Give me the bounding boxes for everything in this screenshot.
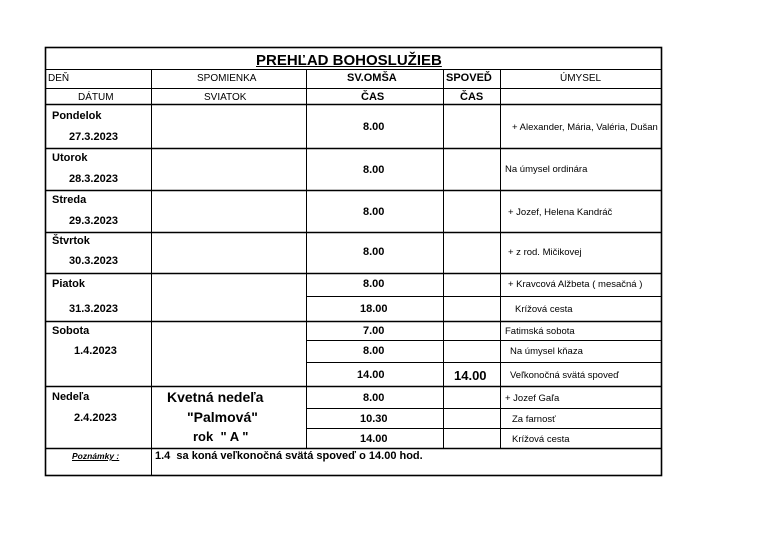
mass-time: 10.30 (360, 413, 388, 425)
mass-time: 8.00 (363, 392, 385, 404)
intention: Veľkonočná svätá spoveď (510, 370, 619, 381)
header-spoved: SPOVEĎ (446, 72, 492, 84)
day-date: 30.3.2023 (69, 255, 118, 267)
feast-name: rok " A " (193, 429, 249, 444)
feast-name: "Palmová" (187, 409, 258, 425)
day-date: 1.4.2023 (74, 345, 117, 357)
intention: Na úmysel ordinára (505, 164, 588, 175)
intention: + Alexander, Mária, Valéria, Dušan (512, 122, 658, 133)
day-name: Nedeľa (52, 391, 90, 403)
mass-time: 8.00 (363, 278, 385, 290)
header-umysel: ÚMYSEL (560, 73, 602, 84)
intention: Krížová cesta (512, 434, 570, 445)
header-sviatok: SVIATOK (204, 92, 247, 103)
header-omsa: SV.OMŠA (347, 72, 397, 84)
day-date: 28.3.2023 (69, 173, 118, 185)
intention: + Kravcová Alžbeta ( mesačná ) (508, 279, 643, 290)
intention: Za farnosť (512, 414, 556, 425)
notes-text: 1.4 sa koná veľkonočná svätá spoveď o 14.00 hod. (155, 450, 423, 462)
intention: + Jozef, Helena Kandráč (508, 207, 613, 218)
intention: + z rod. Mičikovej (508, 247, 582, 258)
header-cas-omsa: ČAS (361, 91, 385, 103)
day-date: 2.4.2023 (74, 412, 117, 424)
day-date: 29.3.2023 (69, 215, 118, 227)
day-name: Pondelok (52, 110, 102, 122)
mass-time: 14.00 (360, 433, 388, 445)
feast-name: Kvetná nedeľa (167, 389, 264, 405)
notes-label: Poznámky : (72, 451, 120, 461)
mass-time: 14.00 (357, 369, 385, 381)
mass-time: 8.00 (363, 121, 385, 133)
header-spomienka: SPOMIENKA (197, 73, 257, 84)
confession-time: 14.00 (454, 368, 487, 383)
day-date: 31.3.2023 (69, 303, 118, 315)
day-date: 27.3.2023 (69, 131, 118, 143)
mass-time: 7.00 (363, 325, 385, 337)
header-den: DEŇ (48, 73, 70, 84)
day-name: Piatok (52, 278, 86, 290)
page-title: PREHĽAD BOHOSLUŽIEB (256, 52, 442, 69)
intention: + Jozef Gaľa (505, 393, 560, 404)
day-name: Utorok (52, 152, 88, 164)
mass-time: 8.00 (363, 246, 385, 258)
header-cas-spoved: ČAS (460, 91, 484, 103)
intention: Krížová cesta (515, 304, 573, 315)
mass-time: 8.00 (363, 164, 385, 176)
day-name: Sobota (52, 325, 90, 337)
day-name: Streda (52, 194, 87, 206)
intention: Fatimská sobota (505, 326, 575, 337)
mass-time: 8.00 (363, 206, 385, 218)
mass-time: 18.00 (360, 303, 388, 315)
header-datum: DÁTUM (78, 92, 114, 103)
intention: Na úmysel kňaza (510, 346, 583, 357)
mass-time: 8.00 (363, 345, 385, 357)
day-name: Štvrtok (52, 235, 90, 247)
